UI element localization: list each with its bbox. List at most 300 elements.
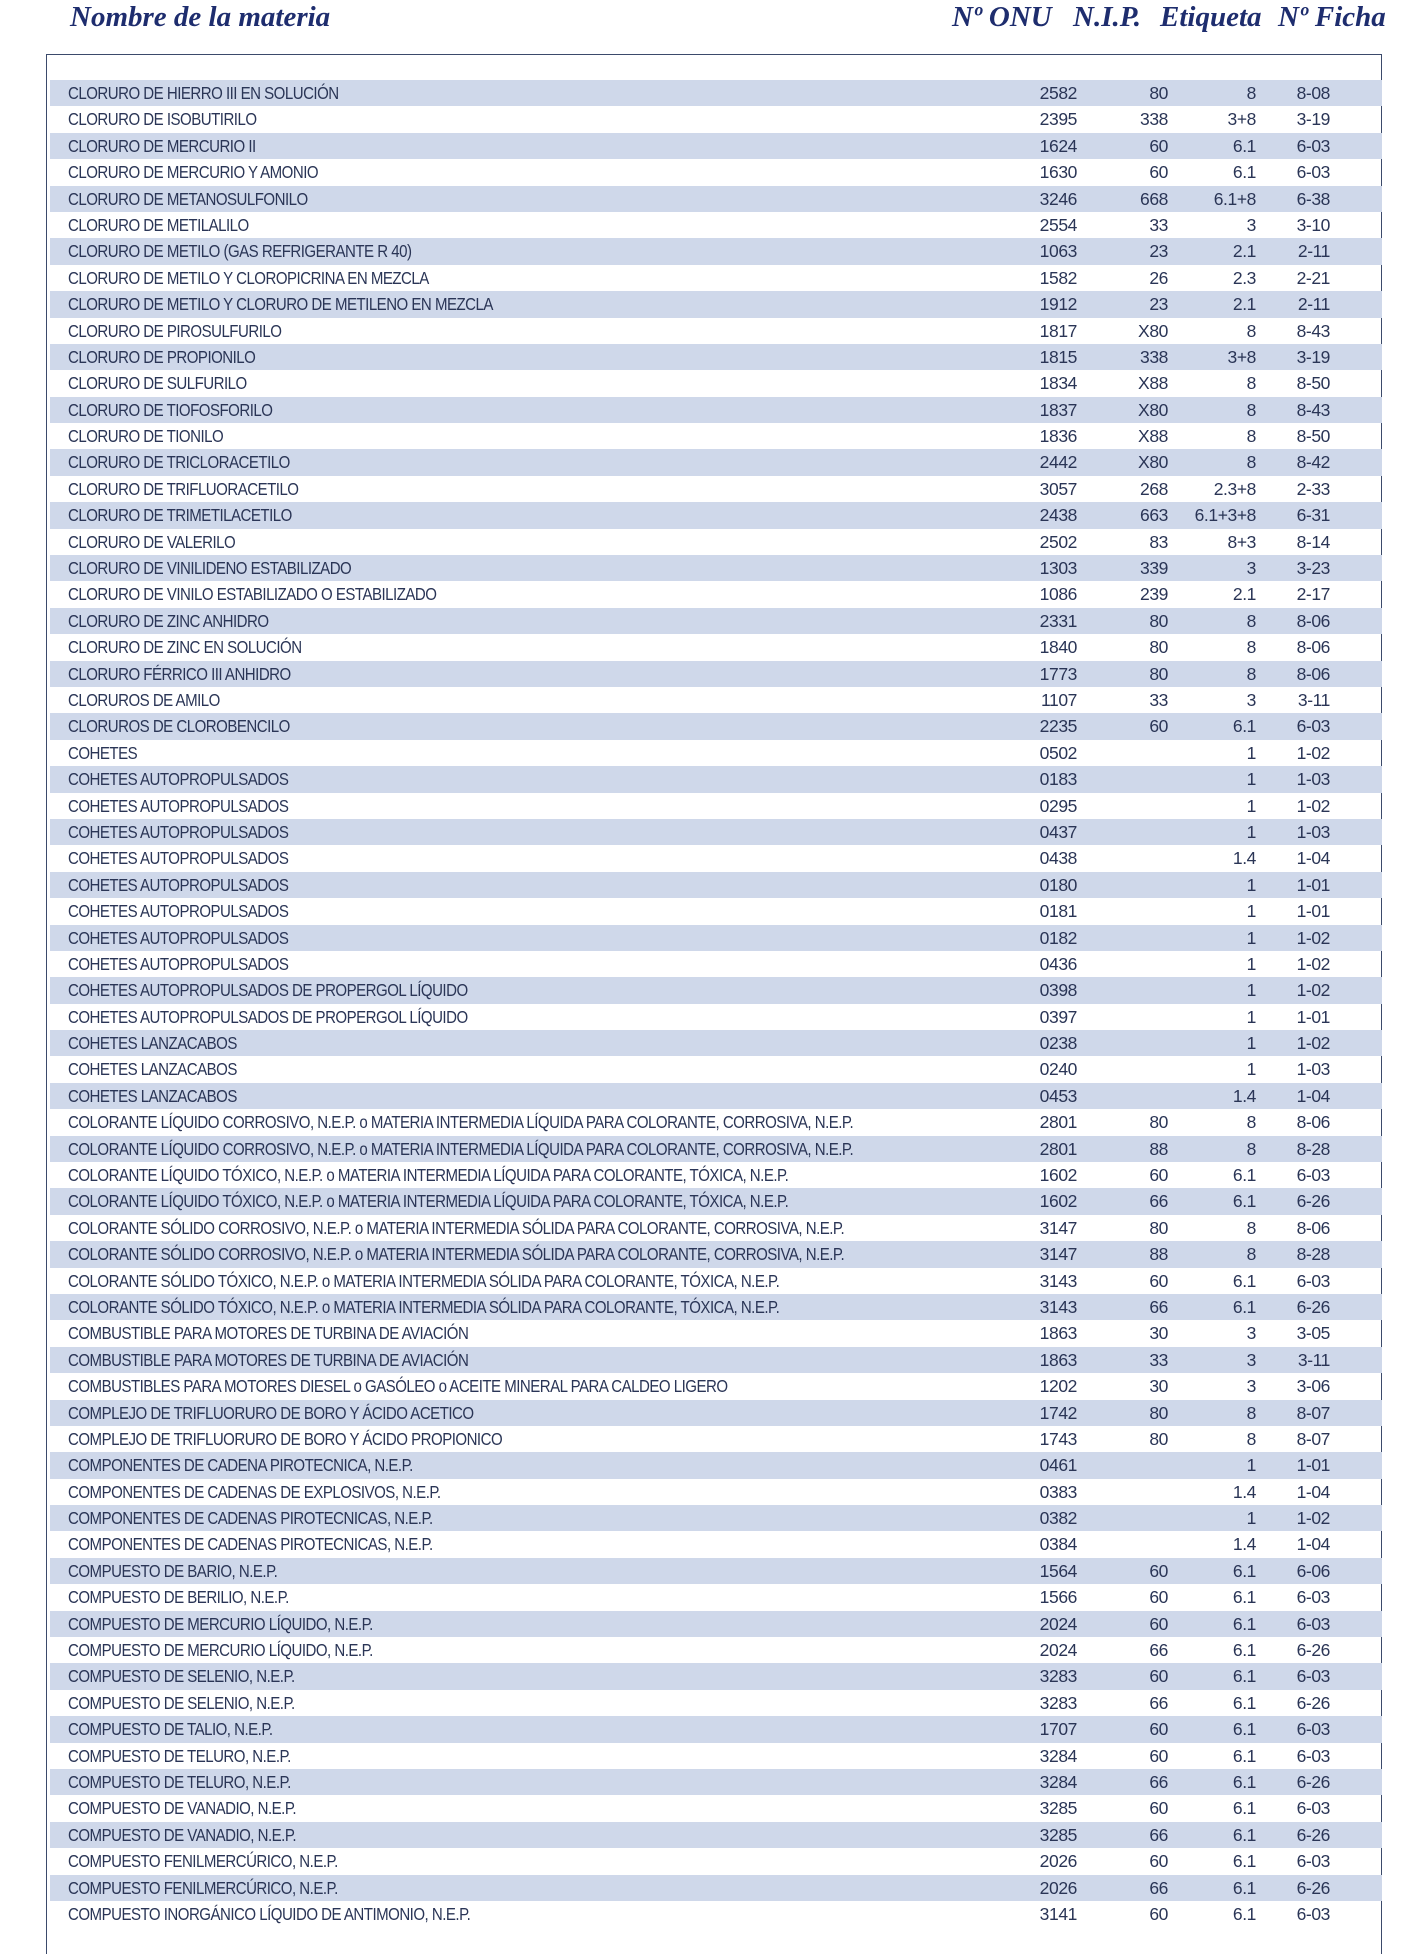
cell-name: CLORURO DE VINILIDENO ESTABILIZADO	[68, 558, 352, 579]
cell-name: COMPONENTES DE CADENAS DE EXPLOSIVOS, N.E.P.	[68, 1481, 441, 1502]
table-body	[50, 80, 1382, 1927]
cell-onu: 2235	[1039, 716, 1077, 737]
cell-name: CLORURO DE MERCURIO II	[68, 135, 256, 156]
table-row	[50, 1162, 1382, 1188]
cell-etiqueta: 6.1	[1232, 1719, 1256, 1740]
cell-nip: 60	[1149, 1666, 1168, 1687]
table-row	[50, 1743, 1382, 1769]
table-row	[50, 1479, 1382, 1505]
table-row	[50, 133, 1382, 159]
cell-onu: 3147	[1039, 1244, 1077, 1265]
cell-nip: 83	[1149, 531, 1168, 552]
cell-etiqueta: 8	[1246, 399, 1256, 420]
cell-etiqueta: 8	[1246, 1112, 1256, 1133]
cell-etiqueta: 6.1	[1232, 135, 1256, 156]
cell-name: COMPUESTO FENILMERCÚRICO, N.E.P.	[68, 1877, 338, 1898]
cell-ficha: 6-03	[1296, 1270, 1330, 1291]
cell-etiqueta: 6.1	[1232, 1772, 1256, 1792]
cell-onu: 1863	[1039, 1323, 1077, 1344]
cell-name: CLORURO DE TRIMETILACETILO	[68, 505, 292, 526]
cell-ficha: 3-23	[1296, 558, 1330, 579]
cell-nip: 80	[1149, 637, 1168, 658]
cell-onu: 0502	[1039, 742, 1077, 763]
cell-etiqueta: 1	[1246, 821, 1256, 842]
table-row	[50, 898, 1382, 924]
cell-name: COMPUESTO DE MERCURIO LÍQUIDO, N.E.P.	[68, 1613, 373, 1634]
table-row	[50, 925, 1382, 951]
cell-name: COMPUESTO DE BARIO, N.E.P.	[68, 1560, 278, 1581]
cell-name: COHETES LANZACABOS	[68, 1059, 237, 1080]
cell-etiqueta: 8	[1246, 1428, 1256, 1449]
cell-etiqueta: 8	[1246, 637, 1256, 658]
table-row	[50, 977, 1382, 1003]
cell-ficha: 1-01	[1296, 1006, 1330, 1027]
cell-name: COHETES AUTOPROPULSADOS	[68, 901, 289, 922]
cell-onu: 1743	[1039, 1428, 1077, 1449]
cell-ficha: 8-42	[1296, 452, 1330, 473]
cell-onu: 3284	[1039, 1772, 1077, 1792]
table-row	[50, 1426, 1382, 1452]
cell-etiqueta: 6.1	[1232, 1165, 1256, 1186]
table-row	[50, 1848, 1382, 1874]
cell-nip: 268	[1140, 478, 1168, 499]
cell-ficha: 2-11	[1297, 294, 1330, 315]
table-row	[50, 1452, 1382, 1478]
cell-onu: 3057	[1039, 478, 1077, 499]
cell-name: CLORURO DE TIONILO	[68, 426, 224, 447]
cell-ficha: 3-11	[1297, 689, 1330, 710]
cell-etiqueta: 1	[1246, 742, 1256, 763]
cell-ficha: 8-06	[1296, 1112, 1330, 1133]
column-header-nip: N.I.P.	[1073, 1, 1141, 33]
cell-ficha: 1-02	[1296, 795, 1330, 816]
cell-ficha: 6-03	[1296, 162, 1330, 183]
cell-nip: 338	[1140, 109, 1168, 130]
cell-name: COHETES LANZACABOS	[68, 1033, 237, 1054]
table-row	[50, 1716, 1382, 1742]
cell-etiqueta: 1	[1246, 1059, 1256, 1080]
cell-nip: 668	[1140, 188, 1168, 209]
cell-onu: 1815	[1039, 346, 1077, 367]
cell-ficha: 6-31	[1296, 505, 1330, 526]
cell-name: COMBUSTIBLE PARA MOTORES DE TURBINA DE AVIACIÓN	[68, 1349, 469, 1370]
cell-nip: 60	[1149, 1560, 1168, 1581]
cell-nip: 60	[1149, 1719, 1168, 1740]
cell-name: CLORURO DE TRIFLUORACETILO	[68, 478, 299, 499]
cell-onu: 0238	[1039, 1033, 1077, 1054]
cell-ficha: 6-26	[1296, 1877, 1330, 1898]
cell-onu: 1742	[1039, 1402, 1077, 1423]
table-row	[50, 291, 1382, 317]
cell-name: COMPLEJO DE TRIFLUORURO DE BORO Y ÁCIDO ACETICO	[68, 1402, 474, 1423]
cell-ficha: 1-04	[1296, 1481, 1330, 1502]
cell-nip: 80	[1149, 1402, 1168, 1423]
cell-onu: 3283	[1039, 1692, 1077, 1713]
cell-nip: 60	[1149, 1745, 1168, 1766]
cell-ficha: 1-02	[1296, 980, 1330, 1001]
cell-name: COMPUESTO DE SELENIO, N.E.P.	[68, 1666, 295, 1687]
cell-nip: X80	[1138, 399, 1168, 420]
cell-nip: 66	[1149, 1877, 1168, 1898]
table-row	[50, 581, 1382, 607]
column-header-onu: Nº ONU	[952, 1, 1052, 33]
cell-etiqueta: 6.1	[1232, 1824, 1256, 1845]
cell-nip: 60	[1149, 1270, 1168, 1291]
cell-onu: 2442	[1039, 452, 1077, 473]
cell-ficha: 1-04	[1296, 1085, 1330, 1106]
cell-onu: 2024	[1039, 1640, 1077, 1661]
cell-ficha: 8-07	[1296, 1428, 1330, 1449]
cell-etiqueta: 1	[1246, 1033, 1256, 1054]
cell-ficha: 6-03	[1296, 716, 1330, 737]
table-row	[50, 1769, 1382, 1795]
cell-name: COMPUESTO INORGÁNICO LÍQUIDO DE ANTIMONIO, N.E.P.	[68, 1903, 471, 1924]
cell-name: CLORURO DE METILO Y CLORURO DE METILENO EN MEZCLA	[68, 294, 493, 315]
cell-ficha: 3-05	[1296, 1323, 1330, 1344]
cell-name: COMPONENTES DE CADENAS PIROTECNICAS, N.E.P.	[68, 1508, 433, 1529]
cell-name: COMPUESTO DE VANADIO, N.E.P.	[68, 1798, 297, 1819]
cell-name: COHETES	[68, 742, 138, 763]
cell-ficha: 1-02	[1296, 1033, 1330, 1054]
cell-onu: 2395	[1039, 109, 1077, 130]
cell-name: CLORURO DE TIOFOSFORILO	[68, 399, 273, 420]
cell-onu: 0384	[1039, 1534, 1077, 1555]
cell-onu: 1834	[1039, 373, 1077, 394]
table-row	[50, 608, 1382, 634]
cell-onu: 0397	[1039, 1006, 1077, 1027]
cell-onu: 0295	[1039, 795, 1077, 816]
cell-onu: 3147	[1039, 1217, 1077, 1238]
cell-ficha: 8-28	[1296, 1138, 1330, 1159]
cell-onu: 1836	[1039, 426, 1077, 447]
cell-name: CLORURO DE METILO Y CLOROPICRINA EN MEZCLA	[68, 267, 429, 288]
table-row	[50, 1822, 1382, 1848]
cell-nip: X88	[1138, 373, 1168, 394]
table-row	[50, 1584, 1382, 1610]
cell-nip: 60	[1149, 1903, 1168, 1924]
table-row	[50, 1030, 1382, 1056]
cell-ficha: 8-43	[1296, 399, 1330, 420]
cell-onu: 2331	[1039, 610, 1077, 631]
cell-etiqueta: 3	[1246, 1323, 1256, 1344]
cell-name: CLORURO DE HIERRO III EN SOLUCIÓN	[68, 83, 339, 103]
table-row	[50, 106, 1382, 132]
cell-name: COMPUESTO DE TALIO, N.E.P.	[68, 1719, 273, 1740]
cell-nip: 80	[1149, 1428, 1168, 1449]
cell-name: COMPUESTO DE TELURO, N.E.P.	[68, 1772, 291, 1792]
cell-name: COHETES AUTOPROPULSADOS	[68, 769, 289, 790]
cell-ficha: 1-03	[1296, 769, 1330, 790]
table-row	[50, 80, 1382, 106]
cell-ficha: 6-03	[1296, 135, 1330, 156]
column-header-name: Nombre de la materia	[70, 1, 331, 33]
table-row	[50, 1875, 1382, 1901]
table-row	[50, 186, 1382, 212]
cell-nip: 60	[1149, 162, 1168, 183]
cell-ficha: 3-10	[1296, 214, 1330, 235]
cell-onu: 2801	[1039, 1138, 1077, 1159]
cell-etiqueta: 6.1	[1232, 1560, 1256, 1581]
table-row	[50, 713, 1382, 739]
table-row	[50, 1268, 1382, 1294]
cell-name: COLORANTE SÓLIDO CORROSIVO, N.E.P. o MATERIA INTERMEDIA SÓLIDA PARA COLORANTE, CORROSIVA, N.E.P.	[68, 1244, 845, 1265]
cell-etiqueta: 8	[1246, 83, 1256, 103]
cell-etiqueta: 2.3+8	[1213, 478, 1256, 499]
cell-nip: 60	[1149, 1851, 1168, 1872]
cell-nip: 80	[1149, 1217, 1168, 1238]
table-row	[50, 740, 1382, 766]
cell-onu: 0183	[1039, 769, 1077, 790]
table-row	[50, 238, 1382, 264]
cell-etiqueta: 6.1	[1232, 162, 1256, 183]
cell-name: CLORURO DE TRICLORACETILO	[68, 452, 290, 473]
cell-etiqueta: 1.4	[1232, 1481, 1256, 1502]
table-row	[50, 1663, 1382, 1689]
cell-nip: 338	[1140, 346, 1168, 367]
cell-onu: 1912	[1039, 294, 1077, 315]
cell-nip: 663	[1140, 505, 1168, 526]
cell-ficha: 8-50	[1296, 426, 1330, 447]
table-row	[50, 1531, 1382, 1557]
cell-onu: 2024	[1039, 1613, 1077, 1634]
cell-onu: 2554	[1039, 214, 1077, 235]
cell-onu: 1840	[1039, 637, 1077, 658]
cell-name: COHETES AUTOPROPULSADOS	[68, 953, 289, 974]
table-row	[50, 1241, 1382, 1267]
cell-etiqueta: 3+8	[1227, 109, 1256, 130]
table-row	[50, 951, 1382, 977]
cell-name: CLORURO DE ZINC EN SOLUCIÓN	[68, 637, 302, 658]
cell-name: CLORURO DE VINILO ESTABILIZADO O ESTABILIZADO	[68, 584, 437, 605]
cell-etiqueta: 6.1	[1232, 1191, 1256, 1212]
cell-name: CLORURO DE METANOSULFONILO	[68, 188, 308, 209]
cell-nip: 60	[1149, 716, 1168, 737]
cell-ficha: 8-06	[1296, 1217, 1330, 1238]
cell-ficha: 6-03	[1296, 1587, 1330, 1608]
cell-etiqueta: 8+3	[1227, 531, 1256, 552]
cell-name: CLORURO DE PIROSULFURILO	[68, 320, 282, 341]
cell-onu: 0181	[1039, 901, 1077, 922]
cell-etiqueta: 6.1	[1232, 1666, 1256, 1687]
cell-onu: 2502	[1039, 531, 1077, 552]
table-row	[50, 1083, 1382, 1109]
cell-name: COLORANTE SÓLIDO CORROSIVO, N.E.P. o MATERIA INTERMEDIA SÓLIDA PARA COLORANTE, CORROSIVA, N.E.P.	[68, 1217, 845, 1238]
cell-ficha: 6-06	[1296, 1560, 1330, 1581]
table-row	[50, 1901, 1382, 1927]
cell-onu: 2801	[1039, 1112, 1077, 1133]
cell-onu: 1837	[1039, 399, 1077, 420]
table-row	[50, 1558, 1382, 1584]
cell-name: COMPUESTO DE SELENIO, N.E.P.	[68, 1692, 295, 1713]
cell-ficha: 6-03	[1296, 1745, 1330, 1766]
cell-name: COMPONENTES DE CADENA PIROTECNICA, N.E.P.	[68, 1455, 413, 1476]
cell-onu: 1863	[1039, 1349, 1077, 1370]
cell-ficha: 1-01	[1296, 1455, 1330, 1476]
cell-onu: 0453	[1039, 1085, 1077, 1106]
table-row	[50, 766, 1382, 792]
cell-onu: 1602	[1039, 1191, 1077, 1212]
cell-ficha: 6-26	[1296, 1640, 1330, 1661]
cell-etiqueta: 8	[1246, 373, 1256, 394]
table-row	[50, 1004, 1382, 1030]
cell-etiqueta: 8	[1246, 610, 1256, 631]
cell-nip: 66	[1149, 1640, 1168, 1661]
cell-etiqueta: 1	[1246, 1006, 1256, 1027]
table-row	[50, 344, 1382, 370]
cell-name: CLORURO DE ISOBUTIRILO	[68, 109, 257, 130]
cell-etiqueta: 3	[1246, 558, 1256, 579]
cell-nip: 60	[1149, 1798, 1168, 1819]
cell-nip: X80	[1138, 452, 1168, 473]
table-row	[50, 1347, 1382, 1373]
cell-etiqueta: 6.1	[1232, 1877, 1256, 1898]
cell-name: COMPONENTES DE CADENAS PIROTECNICAS, N.E.P.	[68, 1534, 433, 1555]
cell-onu: 1566	[1039, 1587, 1077, 1608]
cell-onu: 3285	[1039, 1824, 1077, 1845]
cell-name: COHETES AUTOPROPULSADOS DE PROPERGOL LÍQUIDO	[68, 1006, 468, 1027]
cell-onu: 1303	[1039, 558, 1077, 579]
cell-etiqueta: 6.1	[1232, 1798, 1256, 1819]
table-row	[50, 555, 1382, 581]
cell-onu: 3141	[1039, 1903, 1077, 1924]
cell-etiqueta: 3	[1246, 1376, 1256, 1397]
table-row	[50, 872, 1382, 898]
cell-etiqueta: 1	[1246, 769, 1256, 790]
cell-onu: 3285	[1039, 1798, 1077, 1819]
cell-ficha: 1-01	[1296, 901, 1330, 922]
cell-etiqueta: 1.4	[1232, 848, 1256, 869]
cell-etiqueta: 8	[1246, 320, 1256, 341]
cell-onu: 0240	[1039, 1059, 1077, 1080]
cell-onu: 1202	[1039, 1376, 1077, 1397]
table-row	[50, 661, 1382, 687]
cell-name: COHETES AUTOPROPULSADOS DE PROPERGOL LÍQUIDO	[68, 980, 468, 1001]
cell-ficha: 8-07	[1296, 1402, 1330, 1423]
cell-etiqueta: 8	[1246, 1244, 1256, 1265]
cell-ficha: 8-43	[1296, 320, 1330, 341]
cell-nip: 66	[1149, 1692, 1168, 1713]
table-row	[50, 634, 1382, 660]
cell-name: COMPUESTO DE VANADIO, N.E.P.	[68, 1824, 297, 1845]
table-row	[50, 265, 1382, 291]
table-row	[50, 1690, 1382, 1716]
cell-nip: 66	[1149, 1824, 1168, 1845]
table-row	[50, 1294, 1382, 1320]
cell-name: CLORURO DE METILALILO	[68, 214, 249, 235]
cell-nip: 60	[1149, 1165, 1168, 1186]
column-header-ficha: Nº Ficha	[1278, 1, 1386, 33]
cell-name: COMPLEJO DE TRIFLUORURO DE BORO Y ÁCIDO PROPIONICO	[68, 1428, 503, 1449]
cell-etiqueta: 6.1	[1232, 1851, 1256, 1872]
cell-onu: 3246	[1039, 188, 1077, 209]
cell-ficha: 6-38	[1296, 188, 1330, 209]
cell-onu: 1817	[1039, 320, 1077, 341]
cell-etiqueta: 2.3	[1232, 267, 1256, 288]
cell-name: COHETES AUTOPROPULSADOS	[68, 927, 289, 948]
cell-name: COMBUSTIBLE PARA MOTORES DE TURBINA DE AVIACIÓN	[68, 1323, 469, 1344]
table-row	[50, 1056, 1382, 1082]
table-row	[50, 793, 1382, 819]
cell-etiqueta: 3	[1246, 689, 1256, 710]
cell-etiqueta: 6.1	[1232, 1692, 1256, 1713]
cell-ficha: 6-26	[1296, 1692, 1330, 1713]
cell-ficha: 1-02	[1296, 1508, 1330, 1529]
cell-name: COLORANTE SÓLIDO TÓXICO, N.E.P. o MATERIA INTERMEDIA SÓLIDA PARA COLORANTE, TÓXICA, N.E.P.	[68, 1296, 780, 1317]
cell-ficha: 1-04	[1296, 1534, 1330, 1555]
cell-etiqueta: 6.1	[1232, 1745, 1256, 1766]
cell-etiqueta: 1	[1246, 1455, 1256, 1476]
table-row	[50, 212, 1382, 238]
cell-etiqueta: 8	[1246, 452, 1256, 473]
cell-name: CLORURO DE PROPIONILO	[68, 346, 256, 367]
cell-onu: 2582	[1039, 83, 1077, 103]
table-row	[50, 1109, 1382, 1135]
cell-ficha: 6-26	[1296, 1824, 1330, 1845]
cell-etiqueta: 6.1+8	[1213, 188, 1256, 209]
table-row	[50, 1188, 1382, 1214]
cell-name: CLORURO DE METILO (GAS REFRIGERANTE R 40)	[68, 241, 412, 262]
cell-name: COMPUESTO DE MERCURIO LÍQUIDO, N.E.P.	[68, 1640, 373, 1661]
cell-name: CLORURO DE MERCURIO Y AMONIO	[68, 162, 319, 183]
cell-name: COMBUSTIBLES PARA MOTORES DIESEL o GASÓLEO o ACEITE MINERAL PARA CALDEO LIGERO	[68, 1376, 728, 1397]
cell-ficha: 2-33	[1296, 478, 1330, 499]
cell-etiqueta: 6.1	[1232, 1587, 1256, 1608]
cell-nip: 88	[1149, 1244, 1168, 1265]
cell-etiqueta: 2.1	[1232, 584, 1256, 605]
cell-name: COMPUESTO DE TELURO, N.E.P.	[68, 1745, 291, 1766]
cell-onu: 0182	[1039, 927, 1077, 948]
cell-name: CLORURO FÉRRICO III ANHIDRO	[68, 663, 291, 684]
cell-onu: 1582	[1039, 267, 1077, 288]
table-row	[50, 1505, 1382, 1531]
cell-onu: 0383	[1039, 1481, 1077, 1502]
column-header-etiqueta: Etiqueta	[1160, 1, 1262, 33]
table-row	[50, 819, 1382, 845]
cell-onu: 1624	[1039, 135, 1077, 156]
table-row	[50, 1215, 1382, 1241]
cell-ficha: 8-06	[1296, 610, 1330, 631]
table-row	[50, 1400, 1382, 1426]
cell-name: CLORURO DE VALERILO	[68, 531, 236, 552]
cell-ficha: 6-03	[1296, 1903, 1330, 1924]
cell-ficha: 8-50	[1296, 373, 1330, 394]
table-row	[50, 423, 1382, 449]
cell-nip: 33	[1149, 689, 1168, 710]
cell-onu: 1630	[1039, 162, 1077, 183]
cell-ficha: 6-03	[1296, 1165, 1330, 1186]
cell-etiqueta: 8	[1246, 1217, 1256, 1238]
cell-onu: 1063	[1039, 241, 1077, 262]
cell-onu: 3284	[1039, 1745, 1077, 1766]
cell-name: COHETES AUTOPROPULSADOS	[68, 795, 289, 816]
cell-ficha: 6-26	[1296, 1772, 1330, 1792]
cell-etiqueta: 6.1	[1232, 1903, 1256, 1924]
cell-nip: 60	[1149, 1587, 1168, 1608]
cell-ficha: 1-02	[1296, 742, 1330, 763]
cell-nip: 26	[1149, 267, 1168, 288]
cell-nip: 66	[1149, 1772, 1168, 1792]
cell-etiqueta: 1	[1246, 901, 1256, 922]
cell-onu: 1773	[1039, 663, 1077, 684]
cell-etiqueta: 1	[1246, 980, 1256, 1001]
cell-name: COLORANTE LÍQUIDO TÓXICO, N.E.P. o MATERIA INTERMEDIA LÍQUIDA PARA COLORANTE, TÓXICA, N.E.P.	[68, 1165, 789, 1186]
cell-ficha: 3-19	[1296, 109, 1330, 130]
cell-ficha: 6-03	[1296, 1666, 1330, 1687]
cell-onu: 1564	[1039, 1560, 1077, 1581]
table-row	[50, 397, 1382, 423]
cell-ficha: 8-14	[1296, 531, 1330, 552]
table-row	[50, 1611, 1382, 1637]
